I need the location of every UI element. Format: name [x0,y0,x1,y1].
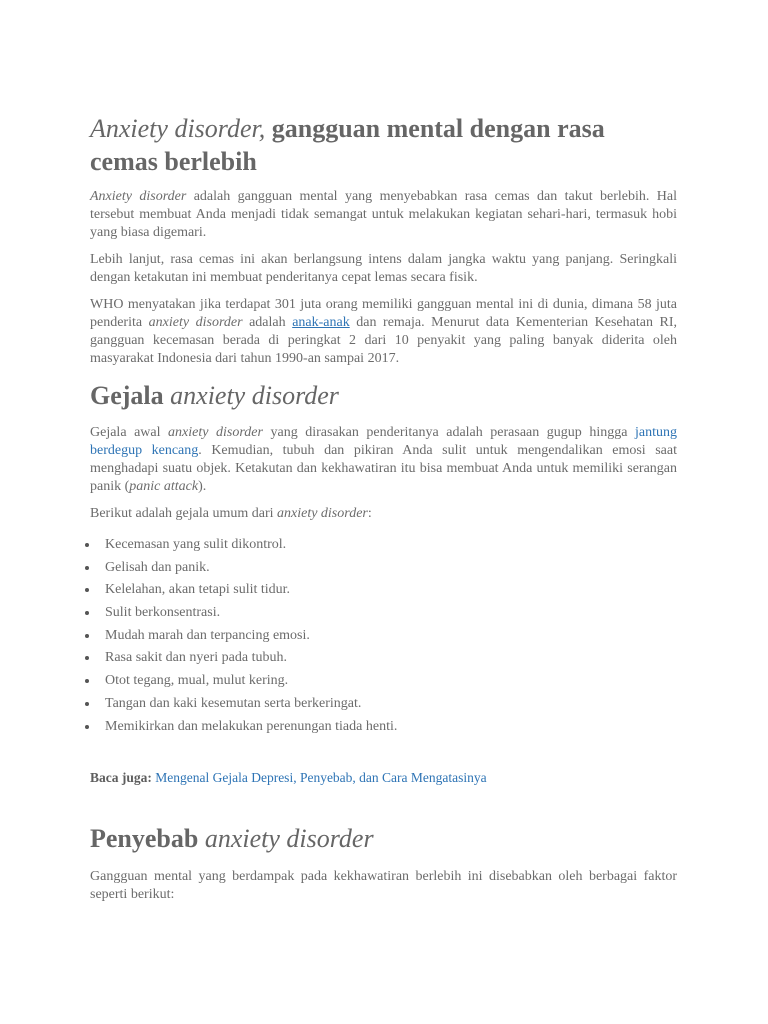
bullet-icon [85,611,89,615]
title-rest: gangguan mental dengan rasa cemas berlebih [90,114,605,176]
list-item-text: Memikirkan dan melakukan perenungan tiada henti. [105,718,398,734]
text: : [367,506,372,521]
list-item [0,536,680,559]
text: WHO menyatakan jika terdapat 301 juta orang memiliki gangguan mental ini di dunia, dimana 58 juta penderita [90,297,677,330]
title-italic-part: Anxiety disorder, [90,114,266,143]
list-item [0,672,680,695]
heading-plain: Gejala [90,381,171,410]
list-item [0,604,680,627]
baca-juga-label: Baca juga: [90,770,152,786]
list-item-text: Tangan dan kaki kesemutan serta berkeringat. [105,695,362,711]
intro-paragraph [90,188,677,242]
heading-italic: anxiety disorder [204,824,374,854]
anak-anak-link[interactable]: anak-anak [292,315,350,330]
heading-italic: anxiety disorder [170,381,339,410]
bullet-icon [85,543,89,547]
heading-gejala [90,380,677,412]
list-item [0,627,680,650]
text: Berikut adalah gejala umum dari [90,506,277,521]
bullet-icon [85,725,89,729]
text: . Kemudian, tubuh dan pikiran Anda sulit untuk mengendalikan emosi saat menghadapi suatu objek. Ketakutan dan kekhawatiran itu bisa membuat Anda untuk memiliki serangan panik ( [90,443,678,494]
list-item-text: Kelelahan, akan tetapi sulit tidur. [105,582,291,598]
paragraph-gejala [90,424,677,496]
list-item [0,581,680,604]
bullet-icon [85,588,89,592]
bullet-icon [85,679,89,683]
term: Anxiety disorder [90,189,187,204]
text: ). [198,479,207,494]
symptom-list [0,536,680,740]
paragraph-who [90,296,677,368]
article [90,112,677,904]
bullet-icon [85,702,89,706]
heading-plain: Penyebab [90,824,205,854]
paragraph-list-intro [90,505,677,523]
bullet-icon [85,656,89,660]
paragraph-2: Lebih lanjut, rasa cemas ini akan berlangsung intens dalam jangka waktu yang panjang. Seringkali dengan ketakutan ini membuat penderitanya cepat lemas secara fisik. [90,252,677,285]
list-item-text: Mudah marah dan terpancing emosi. [105,627,310,643]
list-item-text: Rasa sakit dan nyeri pada tubuh. [105,650,287,666]
text: dan remaja. Menurut data Kementerian Kesehatan RI, gangguan kecemasan berada di peringkat 2 dari 10 penyakit yang paling banyak diderita oleh masyarakat Indonesia dari tahun 1990-an sampai 2017. [90,315,677,366]
article-title [90,112,677,178]
jantung-berdegup-link[interactable]: jantung berdegup kencang [90,425,677,458]
list-item [0,695,680,718]
heading-penyebab [90,823,677,855]
baca-juga [90,769,677,787]
bullet-icon [85,566,89,570]
term: anxiety disorder [148,315,243,330]
related-article-link[interactable]: Mengenal Gejala Depresi, Penyebab, dan Cara Mengatasinya [155,770,487,786]
list-item-text: Gelisah dan panik. [105,559,210,575]
paragraph-penyebab: Gangguan mental yang berdampak pada kekhawatiran berlebih ini disebabkan oleh berbagai faktor seperti berikut: [90,869,677,903]
term: anxiety disorder [277,506,368,521]
list-item [0,718,680,741]
bullet-icon [85,634,89,638]
text: yang dirasakan penderitanya adalah perasaan gugup hingga [262,425,635,440]
intro-text: adalah gangguan mental yang menyebabkan rasa cemas dan takut berlebih. Hal tersebut membuat Anda menjadi tidak semangat untuk melakukan kegiatan sehari-hari, termasuk hobi yang biasa digemari. [90,189,678,240]
term: anxiety disorder [168,425,263,440]
text: Gejala awal [90,425,169,440]
list-item-text: Kecemasan yang sulit dikontrol. [105,537,287,552]
text: adalah [242,315,293,330]
list-item-text: Sulit berkonsentrasi. [105,605,221,621]
term: panic attack [129,479,199,494]
list-item [0,559,680,582]
list-item-text: Otot tegang, mual, mulut kering. [105,673,289,689]
list-item [0,649,680,672]
